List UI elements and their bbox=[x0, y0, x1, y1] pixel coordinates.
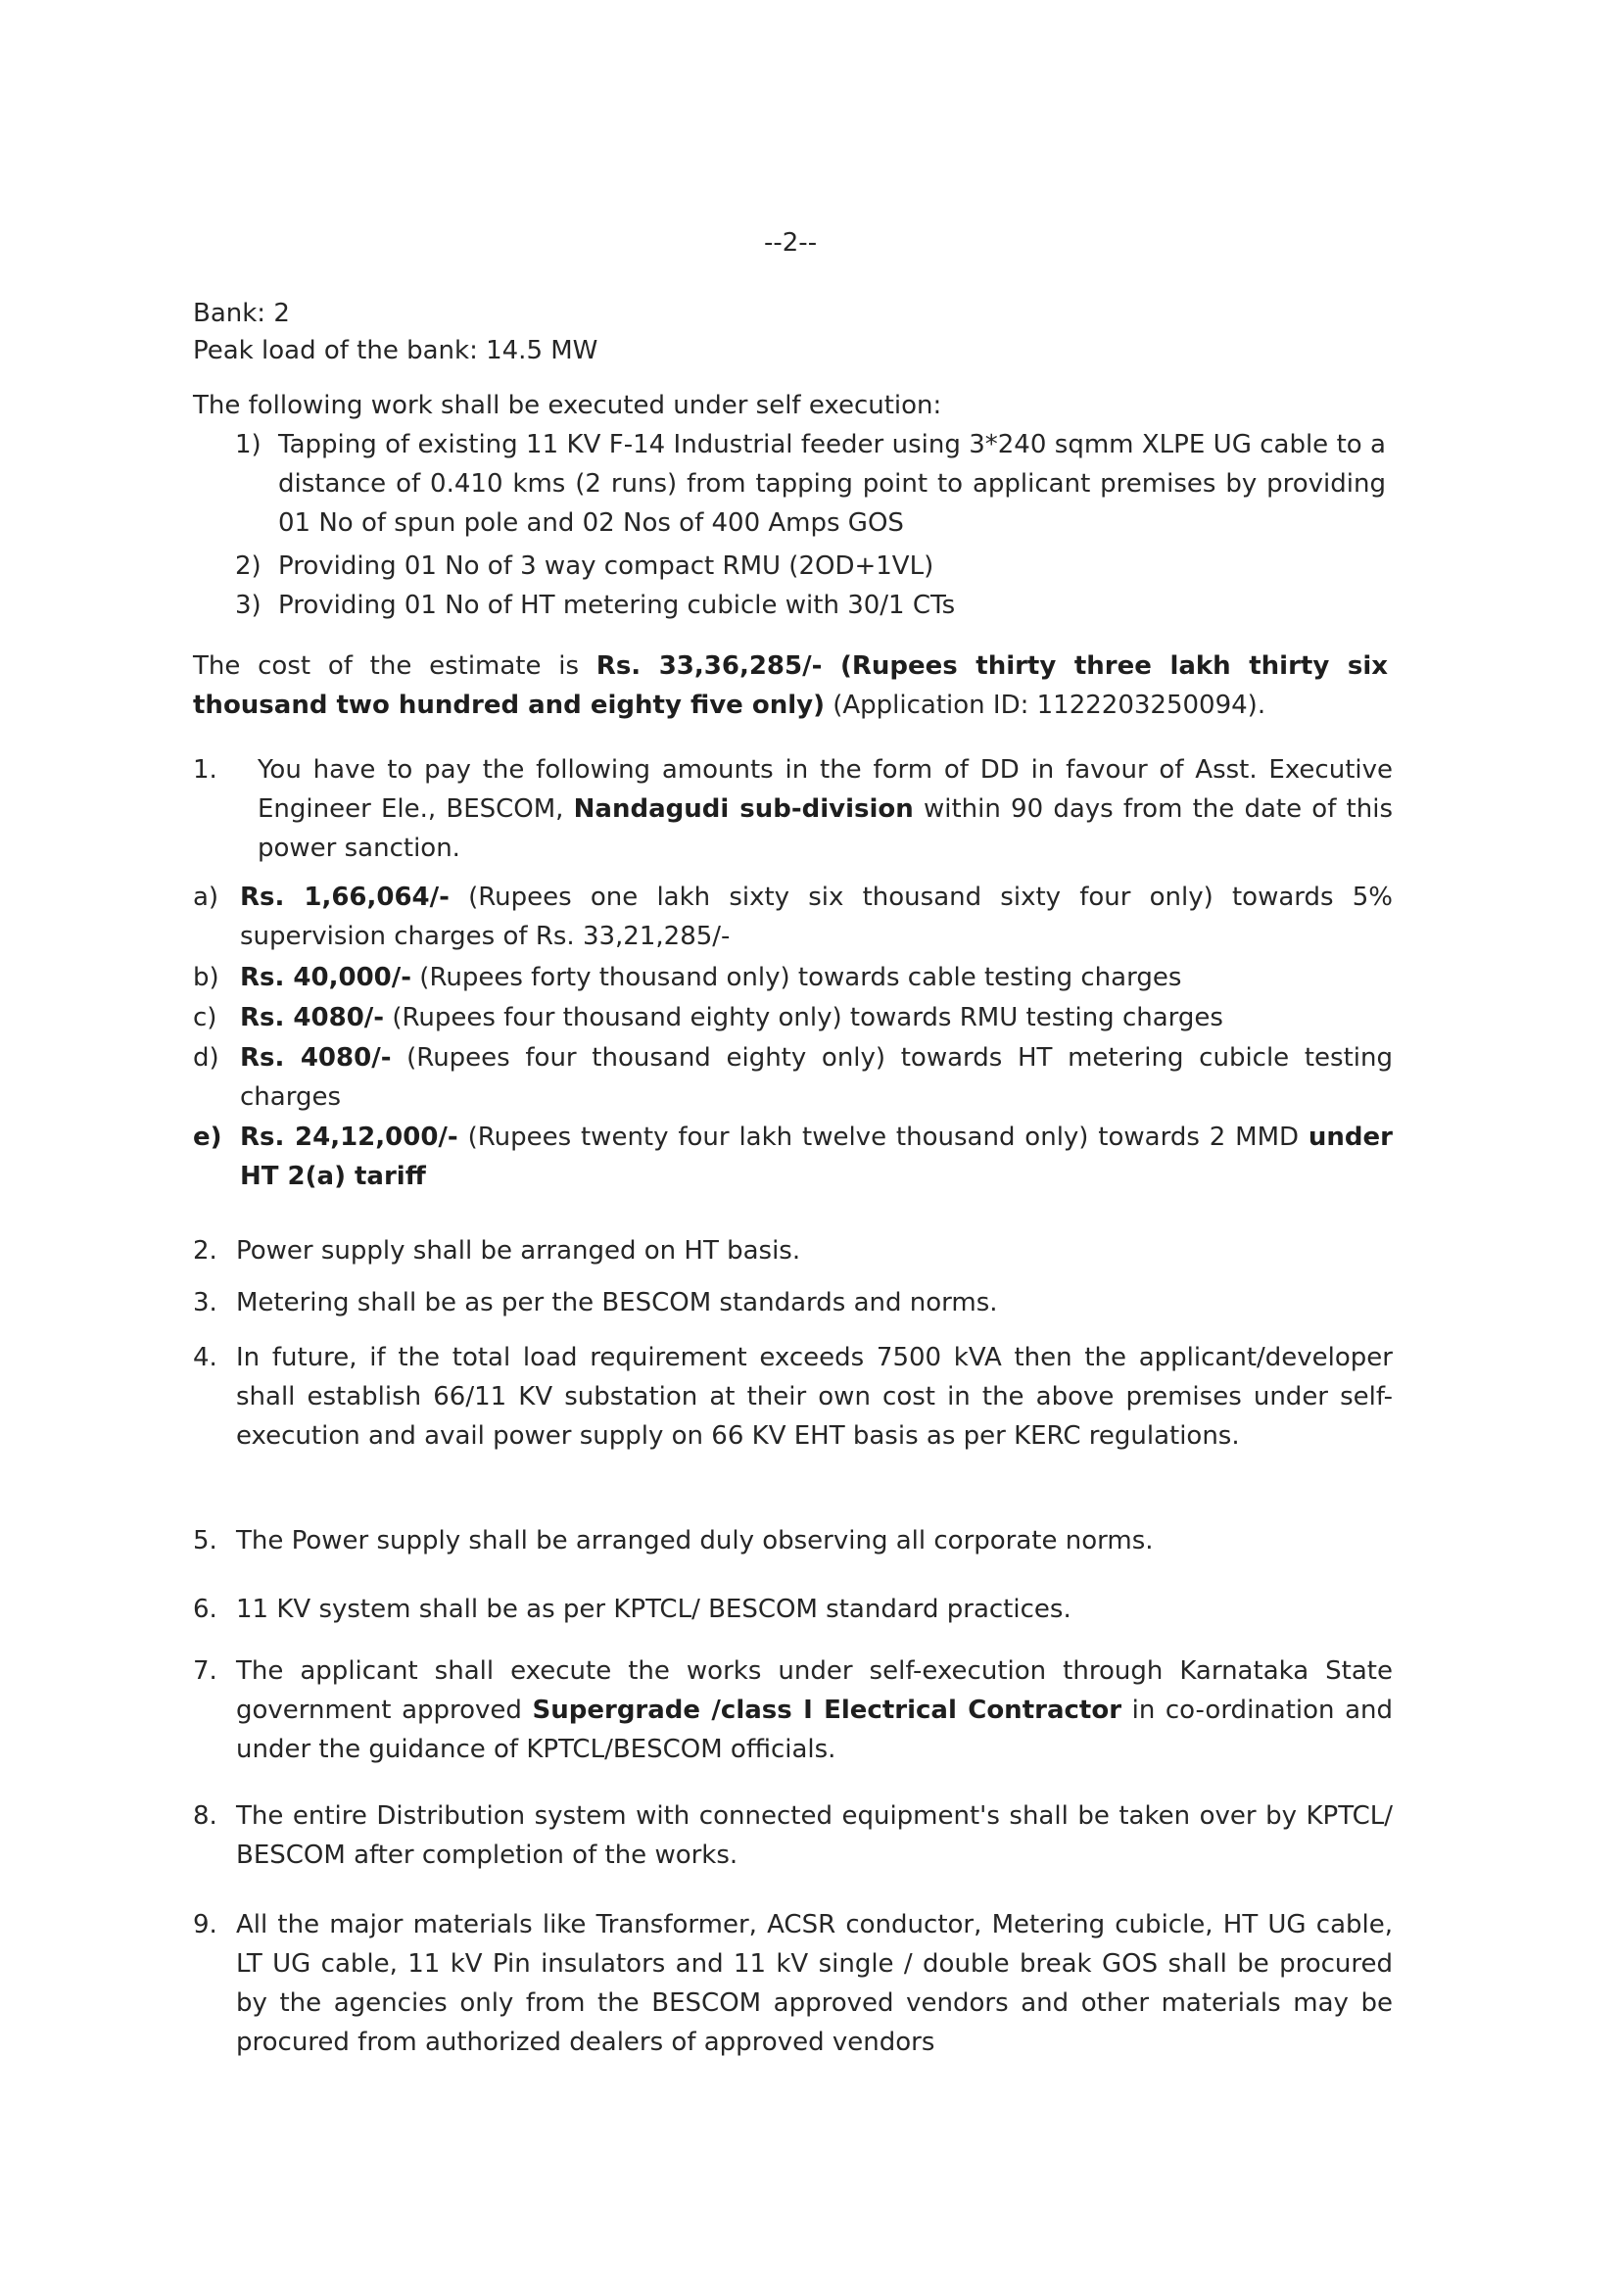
condition-text-b: in co-ordination and under the guidance of KPTCL/BESCOM officials. bbox=[236, 1696, 1393, 1764]
payment-description: (Rupees twenty four lakh twelve thousand only) towards 2 MMD bbox=[457, 1123, 1309, 1152]
payment-description: (Rupees forty thousand only) towards cable testing charges bbox=[411, 963, 1182, 992]
payment-amount: Rs. 1,66,064/- bbox=[240, 883, 450, 912]
payment-amount: Rs. 24,12,000/- bbox=[240, 1123, 458, 1152]
payment-description: (Rupees four thousand eighty only) towards RMU testing charges bbox=[384, 1003, 1223, 1032]
payment-amount: Rs. 4080/- bbox=[240, 1043, 392, 1073]
condition-text: The Power supply shall be arranged duly observing all corporate norms. bbox=[236, 1526, 1154, 1555]
contractor-class: Supergrade /class I Electrical Contractor bbox=[532, 1696, 1122, 1725]
condition-number: 7. bbox=[193, 1656, 217, 1686]
payment-text bbox=[240, 998, 1393, 1037]
payment-description: (Rupees four thousand eighty only) towards HT metering cubicle testing charges bbox=[240, 1043, 1393, 1112]
payment-label: a) bbox=[193, 883, 219, 912]
peak-load-line: Peak load of the bank: 14.5 MW bbox=[193, 336, 598, 365]
work-item-label: 1) bbox=[235, 430, 262, 459]
condition-text: All the major materials like Transformer, ACSR conductor, Metering cubicle, HT UG cable, LT UG cable, 11 kV Pin insulators and 11 kV single / double break GOS shall be procured by the agencies only from the BESCOM approved vendors and other materials may be procured from authorized dealers of approved vendors bbox=[236, 1910, 1393, 2057]
condition-text: The entire Distribution system with connected equipment's shall be taken over by KPTCL/ BESCOM after completion of the works. bbox=[236, 1801, 1393, 1870]
condition-text bbox=[236, 1651, 1393, 1769]
payment-tariff: under HT 2(a) tariff bbox=[240, 1123, 1393, 1191]
payment-intro-text bbox=[258, 750, 1393, 868]
work-item-text: Tapping of existing 11 KV F-14 Industrial feeder using 3*240 sqmm XLPE UG cable to a distance of 0.410 kms (2 runs) from tapping point to applicant premises by providing 01 No of spun pole and 02 Nos of 400 Amps GOS bbox=[278, 430, 1386, 538]
condition-text-a: The applicant shall execute the works under self-execution through Karnataka State government approved bbox=[236, 1656, 1393, 1725]
cost-paragraph bbox=[193, 646, 1388, 725]
payment-intro-text-b: within 90 days from the date of this power sanction. bbox=[258, 794, 1393, 863]
work-item-text: Providing 01 No of 3 way compact RMU (2OD+1VL) bbox=[278, 551, 934, 581]
payment-intro-text-a: You have to pay the following amounts in the form of DD in favour of Asst. Executive Engineer Ele., BESCOM, bbox=[258, 755, 1393, 824]
payment-label: d) bbox=[193, 1043, 219, 1073]
work-item-label: 3) bbox=[235, 591, 262, 620]
work-item-text: Providing 01 No of HT metering cubicle with 30/1 CTs bbox=[278, 591, 956, 620]
work-item bbox=[235, 425, 1386, 547]
work-item-label: 2) bbox=[235, 551, 262, 581]
condition-number: 5. bbox=[193, 1526, 217, 1555]
payment-amount: Rs. 4080/- bbox=[240, 1003, 385, 1032]
condition-text: In future, if the total load requirement exceeds 7500 kVA then the applicant/developer shall establish 66/11 KV substation at their own cost in the above premises under self-execution and avail power supply on 66 KV EHT basis as per KERC regulations. bbox=[236, 1343, 1393, 1451]
condition-text: Power supply shall be arranged on HT basis. bbox=[236, 1236, 801, 1266]
condition-number: 4. bbox=[193, 1343, 217, 1372]
payment-text bbox=[240, 1038, 1393, 1117]
payment-text bbox=[240, 878, 1393, 956]
payment-description: (Rupees one lakh sixty six thousand sixty four only) towards 5% supervision charges of Rs. 33,21,285/- bbox=[240, 883, 1393, 951]
condition-text: 11 KV system shall be as per KPTCL/ BESCOM standard practices. bbox=[236, 1595, 1071, 1624]
cost-suffix: (Application ID: 1122203250094). bbox=[824, 691, 1266, 720]
condition-number: 2. bbox=[193, 1236, 217, 1266]
condition-number: 8. bbox=[193, 1801, 217, 1831]
payment-intro-number: 1. bbox=[193, 755, 217, 785]
cost-prefix: The cost of the estimate is bbox=[193, 651, 596, 681]
payment-amount: Rs. 40,000/- bbox=[240, 963, 412, 992]
payment-text bbox=[240, 1118, 1393, 1196]
subdivision-name: Nandagudi sub-division bbox=[573, 794, 914, 824]
bank-line: Bank: 2 bbox=[193, 299, 290, 328]
condition-text: Metering shall be as per the BESCOM standards and norms. bbox=[236, 1288, 998, 1317]
condition-number: 6. bbox=[193, 1595, 217, 1624]
work-intro: The following work shall be executed under self execution: bbox=[193, 391, 942, 420]
page-number: --2-- bbox=[764, 228, 818, 258]
payment-text bbox=[240, 958, 1393, 997]
condition-number: 9. bbox=[193, 1910, 217, 1939]
payment-label: c) bbox=[193, 1003, 217, 1032]
payment-label: e) bbox=[193, 1123, 222, 1152]
cost-amount: Rs. 33,36,285/- (Rupees thirty three lakh thirty six thousand two hundred and eighty five only) bbox=[193, 651, 1389, 720]
payment-label: b) bbox=[193, 963, 219, 992]
condition-number: 3. bbox=[193, 1288, 217, 1317]
